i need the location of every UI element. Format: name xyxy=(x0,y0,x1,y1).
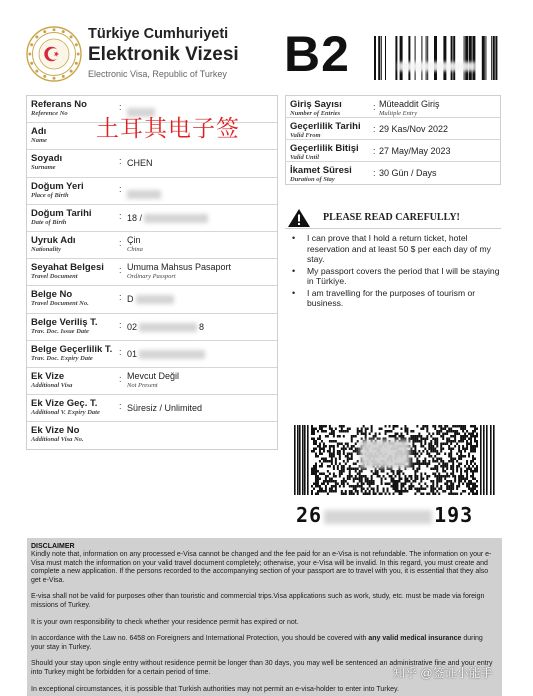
redaction-blur xyxy=(324,510,432,524)
redaction-blur xyxy=(398,62,476,71)
disclaimer-text: during your stay in Turkey. xyxy=(31,635,483,651)
field-label-en: Additional Visa No. xyxy=(31,436,84,444)
field-surname: Soyadı Surname : CHEN xyxy=(27,150,277,177)
field-label: Giriş Sayısı xyxy=(290,99,342,110)
disclaimer-paragraph: Should your stay upon single entry without residence permit be longer than 30 days, you may well be sentenced an administrative fine and your entry into Turkey might be forbidden for a certain period of time. xyxy=(31,660,493,676)
disclaimer-paragraph xyxy=(31,635,498,652)
disclaimer-paragraph: E-visa shall not be valid for purposes other than touristic and commercial trips.Visa applications such as work, study, etc. must be made via foreign missions of Turkey. xyxy=(31,593,485,609)
field-label: Geçerlilik Bitişi xyxy=(290,143,359,154)
field-label: Belge No xyxy=(31,289,73,301)
disclaimer-paragraph: In exceptional circumstances, it is possible that Turkish authorities may not permit an e-visa-holder to enter into Turkey. xyxy=(31,685,399,693)
field-value: Süresiz / Unlimited xyxy=(127,403,203,414)
field-value: Mevcut Değil xyxy=(127,370,180,381)
field-label: Seyahat Belgesi xyxy=(31,262,104,274)
field-label: Uyruk Adı xyxy=(31,234,76,246)
field-label-en: Number of Entries xyxy=(290,110,341,117)
disclaimer-title: DISCLAIMER xyxy=(31,543,75,550)
field-value-end: 8 xyxy=(199,321,205,332)
barcode-number-end: 193 xyxy=(434,503,474,527)
field-additional-visa-expiry: Ek Vize Geç. T. Additional V. Expiry Date : Süresiz / Unlimited xyxy=(27,395,277,422)
applicant-info-table xyxy=(26,95,278,450)
field-number-of-entries: Giriş Sayısı Number of Entries : Müteaddit Giriş Multiple Entry xyxy=(286,96,500,118)
field-value-en: Not Present xyxy=(127,381,158,389)
field-reference-no: Referans No Reference No : xyxy=(27,96,277,123)
field-value: 01 xyxy=(127,348,138,359)
field-valid-from: Geçerlilik Tarihi Valid From : 29 Kas/Nov 2022 xyxy=(286,118,500,140)
list-item: • My passport covers the period that I will be staying in Türkiye. xyxy=(285,266,501,287)
redaction-blur xyxy=(139,323,197,332)
disclaimer-text: In accordance with the Law no. 6458 on Foreigners and International Protection, you should be covered with xyxy=(31,635,369,643)
field-label-en: Travel Document xyxy=(31,273,78,281)
redaction-blur xyxy=(127,190,161,199)
field-value: 18 / xyxy=(127,212,143,223)
field-value: Çin xyxy=(127,234,141,245)
field-label-en: Additional Visa xyxy=(31,381,73,389)
header-title-line1: Türkiye Cumhuriyeti xyxy=(88,26,229,42)
field-value: 30 Gün / Days xyxy=(379,168,437,178)
visa-type-code: B2 xyxy=(284,26,350,82)
field-additional-visa-no xyxy=(27,422,277,449)
field-value: 27 May/May 2023 xyxy=(379,146,451,156)
field-label: Belge Veriliş T. xyxy=(31,316,98,328)
field-value: 29 Kas/Nov 2022 xyxy=(379,124,449,134)
field-date-of-birth: Doğum Tarihi Date of Birth : 18 / xyxy=(27,205,277,232)
field-label: Adı xyxy=(31,126,47,138)
barcode-number xyxy=(296,503,498,527)
field-value: Müteaddit Giriş xyxy=(379,99,440,109)
field-nationality: Uyruk Adı Nationality : Çin China xyxy=(27,232,277,259)
field-label-en: Reference No xyxy=(31,110,68,117)
redaction-blur xyxy=(139,350,205,359)
field-label: Doğum Tarihi xyxy=(31,207,92,219)
field-value: CHEN xyxy=(127,158,153,169)
barcode-number-start: 26 xyxy=(296,503,323,527)
field-document-no: Belge No Travel Document No. : D xyxy=(27,286,277,313)
field-label-en: Additional V. Expiry Date xyxy=(31,409,100,417)
field-travel-document: Seyahat Belgesi Travel Document : Umuma Mahsus Pasaport Ordinary Passport xyxy=(27,259,277,286)
field-value: D xyxy=(127,294,134,305)
field-valid-until: Geçerlilik Bitişi Valid Until : 27 May/May 2023 xyxy=(286,140,500,162)
header-title-line2: Elektronik Vizesi xyxy=(88,44,239,65)
read-carefully-header xyxy=(285,207,501,229)
visa-validity-table xyxy=(285,95,501,185)
field-label-en: Valid Until xyxy=(290,154,320,161)
field-place-of-birth: Doğum Yeri Place of Birth : xyxy=(27,178,277,205)
field-label: Doğum Yeri xyxy=(31,180,84,192)
field-additional-visa: Ek Vize Additional Visa : Mevcut Değil Not Present xyxy=(27,368,277,395)
field-label-en: Place of Birth xyxy=(31,191,69,199)
field-value: 02 xyxy=(127,321,138,332)
disclaimer-paragraph: It is your own responsibility to check whether your residence permit has expired or not. xyxy=(31,618,299,626)
field-label: Geçerlilik Tarihi xyxy=(290,121,361,132)
field-label: Ek Vize Geç. T. xyxy=(31,398,98,410)
field-label-en: Nationality xyxy=(31,245,61,253)
field-value: Umuma Mahsus Pasaport xyxy=(127,262,232,273)
field-label-en: Trav. Doc. Issue Date xyxy=(31,327,89,335)
field-label: Referans No xyxy=(31,99,87,110)
field-duration-of-stay: İkamet Süresi Duration of Stay : 30 Gün / Days xyxy=(290,165,437,183)
field-label-en: Valid From xyxy=(290,132,321,139)
field-expiry-date: Belge Geçerlilik T. Trav. Doc. Expiry Date : 01 xyxy=(27,341,277,368)
top-barcode xyxy=(374,36,498,80)
read-carefully-list xyxy=(285,233,501,309)
turkish-state-seal-icon xyxy=(26,26,82,82)
zhihu-watermark: 知乎 @签证小能手 xyxy=(393,666,493,680)
field-label: Ek Vize xyxy=(31,370,65,382)
warning-triangle-icon xyxy=(287,208,311,228)
field-label: Belge Geçerlilik T. xyxy=(31,343,113,355)
field-label-en: Trav. Doc. Expiry Date xyxy=(31,354,93,362)
redaction-blur xyxy=(136,295,174,304)
read-carefully-title: PLEASE READ CAREFULLY! xyxy=(323,212,460,223)
field-label: İkamet Süresi xyxy=(290,165,352,176)
field-label-en: Date of Birth xyxy=(31,218,67,226)
redaction-blur xyxy=(360,440,410,468)
list-item: • I am travelling for the purposes of tourism or business. xyxy=(285,288,501,309)
field-label: Ek Vize No xyxy=(31,425,80,437)
field-value-en: Multiple Entry xyxy=(379,110,418,117)
field-issue-date: Belge Veriliş T. Trav. Doc. Issue Date : 02 8 xyxy=(27,314,277,341)
redaction-blur xyxy=(144,214,208,223)
field-value-en: China xyxy=(127,245,143,253)
field-label-en: Travel Document No. xyxy=(31,300,89,308)
chinese-watermark-label: 土耳其电子签 xyxy=(96,115,240,141)
header-subtitle: Electronic Visa, Republic of Turkey xyxy=(88,69,227,79)
field-label-en: Duration of Stay xyxy=(290,176,335,183)
list-item: • I can prove that I hold a return ticket, hotel reservation and at least 50 $ per each day of my stay. xyxy=(285,233,501,265)
field-label-en: Surname xyxy=(31,164,56,172)
disclaimer-bold-text: any valid medical insurance xyxy=(368,635,462,643)
read-carefully-section xyxy=(285,207,501,310)
field-value-en: Ordinary Passport xyxy=(127,273,176,281)
disclaimer-paragraph: Kindly note that, information on any processed e-Visa cannot be changed and the fee paid for an e-Visa is not refundable. The information on your e-Visa must match the information on your valid travel document completely; otherwise, your e-Visa will be invalid. In this regard, you must create and complete a new application. If the persons recorded to the accompanying section of your passport are to travel with you, it is essential that they also get e-Visa. xyxy=(31,551,492,584)
field-label: Soyadı xyxy=(31,153,63,165)
field-label-en: Name xyxy=(31,137,47,145)
